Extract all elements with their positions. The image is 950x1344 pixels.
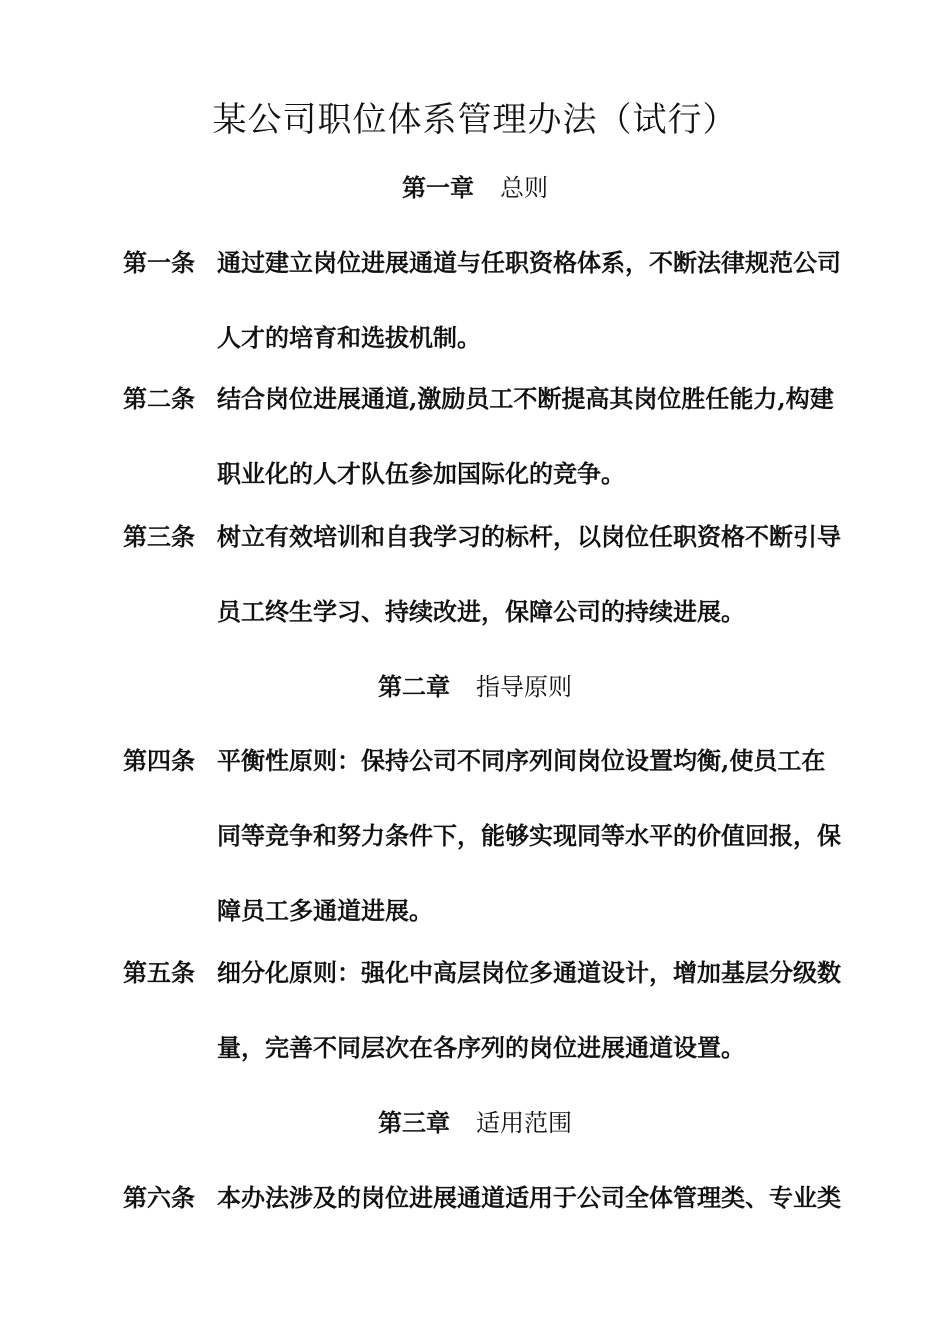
- article-label: 第五条: [123, 958, 195, 987]
- article-text: 同等竞争和努力条件下，能够实现同等水平的价值回报，保: [217, 821, 841, 850]
- article-label: 第二条: [123, 384, 195, 413]
- chapter-name: 适用范围: [476, 1109, 572, 1137]
- article-text: 员工终生学习、持续改进，保障公司的持续进展。: [217, 597, 745, 626]
- chapter-name: 总则: [500, 174, 548, 202]
- article-text: 通过建立岗位进展通道与任职资格体系，不断法律规范公司: [217, 248, 841, 277]
- chapter-number: 第一章: [402, 173, 474, 202]
- chapter-number: 第三章: [378, 1108, 450, 1137]
- article-text: 本办法涉及的岗位进展通道适用于公司全体管理类、专业类: [217, 1183, 841, 1212]
- article-text: 障员工多通道进展。: [217, 896, 433, 925]
- article-text: 人才的培育和选拔机制。: [217, 323, 481, 352]
- chapter-heading: [0, 1105, 950, 1141]
- article-label: 第三条: [123, 522, 195, 551]
- article-text: 结合岗位进展通道,激励员工不断提高其岗位胜任能力,构建: [217, 384, 834, 413]
- article-text: 树立有效培训和自我学习的标杆，以岗位任职资格不断引导: [217, 522, 841, 551]
- article-label: 第四条: [123, 746, 195, 775]
- article-text: 细分化原则：强化中高层岗位多通道设计，增加基层分级数: [217, 958, 841, 987]
- document-title: 某公司职位体系管理办法（试行）: [212, 100, 738, 140]
- article-text: 量，完善不同层次在各序列的岗位进展通道设置。: [217, 1033, 745, 1062]
- chapter-number: 第二章: [378, 672, 450, 701]
- chapter-heading: [0, 669, 950, 705]
- article-label: 第一条: [123, 248, 195, 277]
- chapter-heading: [0, 170, 950, 206]
- article-label: 第六条: [123, 1183, 195, 1212]
- article-text: 平衡性原则：保持公司不同序列间岗位设置均衡,使员工在: [217, 746, 826, 775]
- chapter-name: 指导原则: [476, 673, 572, 701]
- article-text: 职业化的人才队伍参加国际化的竞争。: [217, 459, 625, 488]
